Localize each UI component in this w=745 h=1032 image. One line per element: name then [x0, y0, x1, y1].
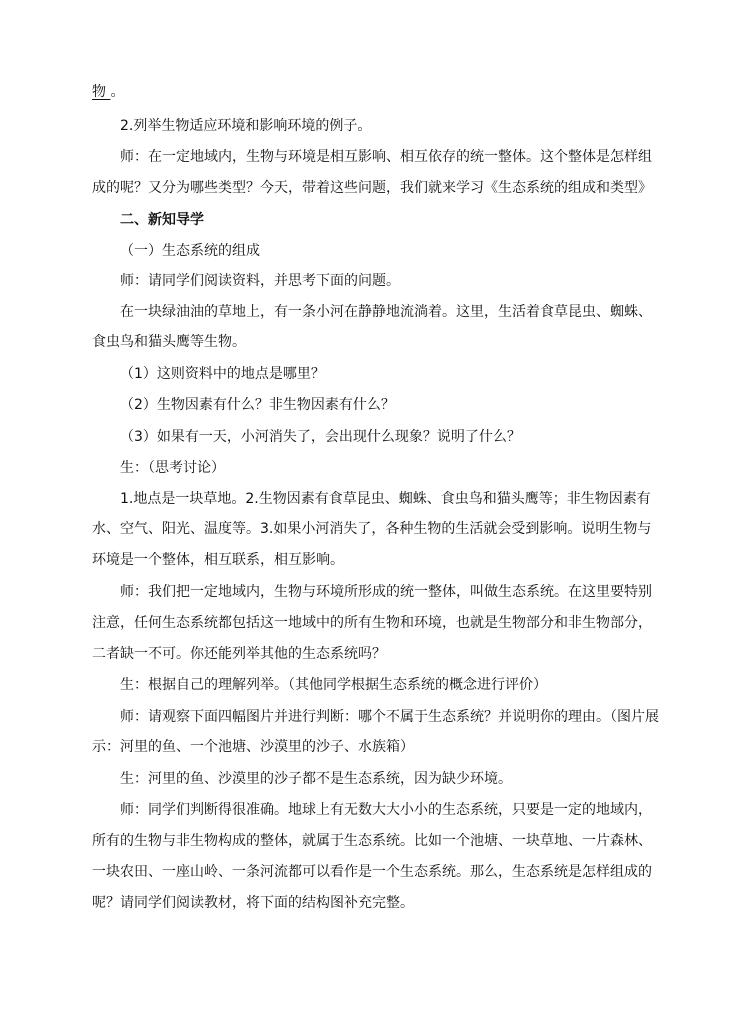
underlined-fragment: 物	[92, 84, 111, 100]
text-line: 示：河里的鱼、一个池塘、沙漠里的沙子、水族箱）	[92, 739, 414, 755]
text-line: 注意，任何生态系统都包括这一地域中的所有生物和环境，也就是生物部分和非生物部分，	[92, 615, 652, 631]
question-line: （1）这则资料中的地点是哪里？	[120, 366, 325, 382]
text-line: 成的呢？又分为哪些类型？今天，带着这些问题，我们就来学习《生态系统的组成和类型》	[92, 180, 652, 196]
text-line: 师：请观察下面四幅图片并进行判断：哪个不属于生态系统？并说明你的理由。（图片展	[120, 709, 659, 725]
text-line: 师：同学们判断得很准确。地球上有无数大大小小的生态系统，只要是一定的地域内，	[120, 802, 652, 818]
text-line: 师：请同学们阅读资料，并思考下面的问题。	[120, 273, 400, 289]
question-line: （2）生物因素有什么？非生物因素有什么？	[120, 397, 395, 413]
subsection-heading: （一）生态系统的组成	[120, 243, 260, 259]
text-line: 食虫鸟和猫头鹰等生物。	[92, 334, 246, 350]
text-line: 生：根据自己的理解列举。（其他同学根据生态系统的概念进行评价）	[120, 677, 547, 693]
text-line: 水、空气、阳光、温度等。3.如果小河消失了，各种生物的生活就会受到影响。说明生物与	[92, 521, 652, 537]
section-heading: 二、新知导学	[120, 212, 204, 228]
text-line: 环境是一个整体，相互联系，相互影响。	[92, 552, 344, 568]
text-line: 呢？请同学们阅读教材，将下面的结构图补充完整。	[92, 895, 414, 911]
text-line: 生：河里的鱼、沙漠里的沙子都不是生态系统，因为缺少环境。	[120, 771, 512, 787]
text-line: 师：我们把一定地域内，生物与环境所形成的统一整体，叫做生态系统。在这里要特别	[120, 584, 652, 600]
question-line: （3）如果有一天，小河消失了，会出现什么现象？说明了什么？	[120, 429, 521, 445]
text-line: 师：在一定地域内，生物与环境是相互影响、相互依存的统一整体。这个整体是怎样组	[120, 149, 652, 165]
text-line: 2.列举生物适应环境和影响环境的例子。	[120, 118, 372, 134]
text-fragment: 。	[110, 84, 125, 100]
text-line: 二者缺一不可。你还能列举其他的生态系统吗？	[92, 646, 386, 662]
text-line: 所有的生物与非生物构成的整体，就属于生态系统。比如一个池塘、一块草地、一片森林、	[92, 833, 652, 849]
text-line	[92, 83, 662, 101]
text-line: 1.地点是一块草地。2.生物因素有食草昆虫、蜘蛛、食虫鸟和猫头鹰等；非生物因素有	[120, 491, 651, 507]
text-line: 一块农田、一座山岭、一条河流都可以看作是一个生态系统。那么，生态系统是怎样组成的	[92, 864, 652, 880]
text-line: 在一块绿油油的草地上，有一条小河在静静地流淌着。这里，生活着食草昆虫、蜘蛛、	[120, 304, 652, 320]
text-line: 生：（思考讨论）	[120, 460, 225, 476]
